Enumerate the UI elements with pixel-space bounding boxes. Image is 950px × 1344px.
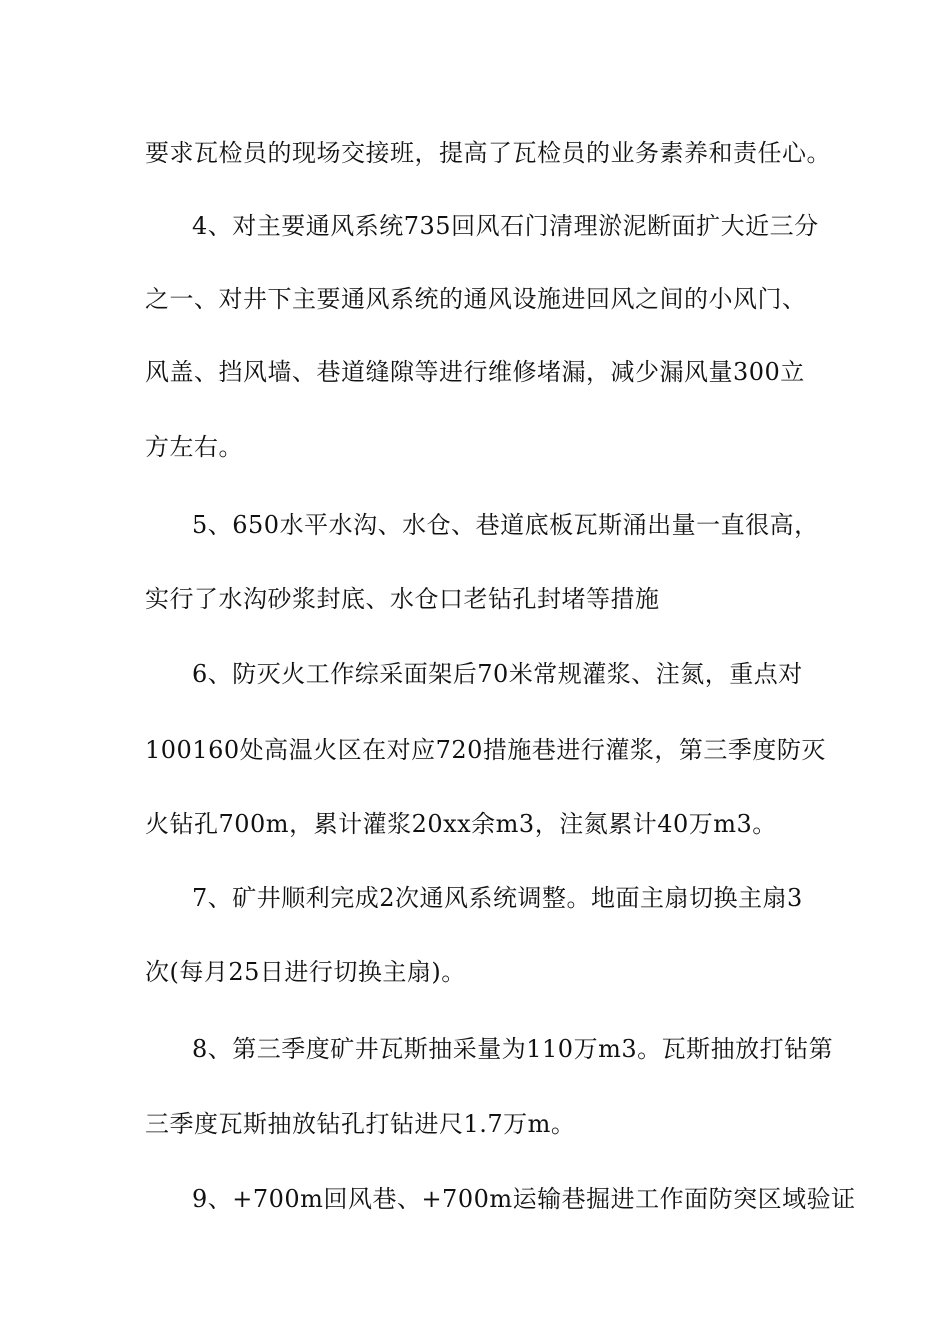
text-line-14: 三季度瓦斯抽放钻孔打钻进尺1.7万m。 [145,1110,576,1138]
text-line-13: 8、第三季度矿井瓦斯抽采量为110万m3。瓦斯抽放打钻第 [192,1035,834,1063]
text-line-7: 实行了水沟砂浆封底、水仓口老钻孔封堵等措施 [145,585,660,613]
text-line-6: 5、650水平水沟、水仓、巷道底板瓦斯涌出量一直很高， [192,511,819,539]
text-line-11: 7、矿井顺利完成2次通风系统调整。地面主扇切换主扇3 [192,884,803,912]
text-line-3: 之一、对井下主要通风系统的通风设施进回风之间的小风门、 [145,285,807,313]
text-line-15: 9、+700m回风巷、+700m运输巷掘进工作面防突区域验证 [192,1185,856,1213]
text-line-5: 方左右。 [145,433,243,461]
text-line-2: 4、对主要通风系统735回风石门清理淤泥断面扩大近三分 [192,212,819,240]
text-line-4: 风盖、挡风墙、巷道缝隙等进行维修堵漏，减少漏风量300立 [145,358,805,386]
text-line-10: 火钻孔700m，累计灌浆20xx余m3，注氮累计40万m3。 [145,810,777,838]
text-line-1: 要求瓦检员的现场交接班，提高了瓦检员的业务素养和责任心。 [145,139,831,167]
text-line-12: 次(每月25日进行切换主扇)。 [145,958,466,986]
text-line-9: 100160处高温火区在对应720措施巷进行灌浆，第三季度防灭 [145,736,826,764]
text-line-8: 6、防灭火工作综采面架后70米常规灌浆、注氮，重点对 [192,660,803,688]
